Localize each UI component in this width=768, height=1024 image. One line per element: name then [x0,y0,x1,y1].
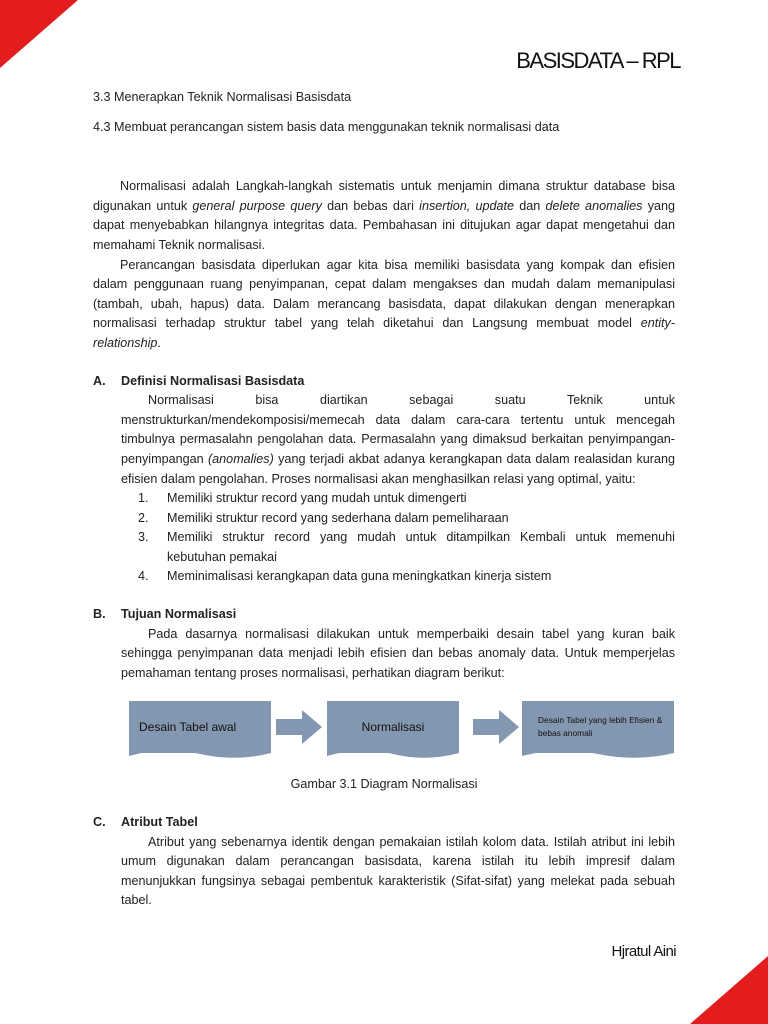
optimal-relation-list [121,489,675,587]
list-item: 3. Memiliki struktur record yang mudah untuk ditampilkan Kembali untuk memenuhi kebutuhan pemakai [138,530,675,564]
corner-decoration-bottom-right [690,956,768,1024]
list-item: 4. Meminimalisasi kerangkapan data guna meningkatkan kinerja sistem [138,569,552,584]
list-item: 1. Memiliki struktur record yang mudah untuk dimengerti [138,491,467,506]
section-heading: A. Definisi Normalisasi Basisdata [93,373,305,388]
normalization-diagram [101,695,675,767]
section-b-paragraph: Pada dasarnya normalisasi dilakukan untuk memperbaiki desain tabel yang kuran baik sehingga penyimpanan data menjadi lebih efisien dan bebas anomaly data. Untuk memperjelas pemahaman tentang proses normalisasi, perhatikan diagram berikut: [121,626,675,680]
content [93,88,675,911]
section-heading: C. Atribut Tabel [93,815,198,830]
objective-3-3: 3.3 Menerapkan Teknik Normalisasi Basisdata [93,90,352,104]
section-a [93,372,675,588]
intro-paragraph-2: Perancangan basisdata diperlukan agar kita bisa memiliki basisdata yang kompak dan efisien dalam penggunaan ruang penyimpanan, cepat dalam mengakses dan mudah dalam memanipulasi (tambah, ubah, hapus) data. Dalam merancang basisdata, dapat dilakukan dengan menerapkan normalisasi terhadap struktur tabel yang telah diketahui dan Langsung membuat model entity-relationship. [93,257,675,350]
list-item: 2. Memiliki struktur record yang sederhana dalam pemeliharaan [138,510,509,525]
header-title: BASISDATA – RPL [516,48,680,73]
footer-author: Hjratul Aini [611,943,676,960]
arrow-right-icon [473,710,519,744]
diagram-box-initial-design: Desain Tabel awal [129,701,271,753]
diagram-box-efficient-design: Desain Tabel yang lebih Efisien & bebas anomali [522,701,674,753]
arrow-right-icon [276,710,322,744]
corner-decoration-top-left [0,0,78,68]
section-c-paragraph: Atribut yang sebenarnya identik dengan pemakaian istilah kolom data. Istilah atribut ini lebih umum digunakan dalam perancangan basisdata, karena istilah itu lebih impresif dalam menunjukkan fungsinya sebagai pembentuk karakteristik (Sifat-sifat) yang melekat pada sebuah tabel. [121,834,675,908]
section-heading: B. Tujuan Normalisasi [93,607,237,622]
diagram-box-normalization: Normalisasi [327,701,459,753]
objective-4-3: 4.3 Membuat perancangan sistem basis data menggunakan teknik normalisasi data [93,119,560,134]
section-b [93,605,675,683]
section-a-paragraph: Normalisasi bisa diartikan sebagai suatu Teknik untuk menstrukturkan/mendekomposisi/memecah data dalam cara-cara tertentu untuk mencegah timbulnya permasalahn pengolahan data. Permasalahn yang dimaksud berkaitan penyimpangan-penyimpangan (anomalies) yang terjadi akbat adanya kerangkapan data dalam realasidan kurang efisien dalam pengolahan. Proses normalisasi akan menghasilkan relasi yang optimal, yaitu: [121,393,675,486]
figure-caption: Gambar 3.1 Diagram Normalisasi [290,777,478,792]
section-c [93,813,675,911]
intro-paragraph-1: Normalisasi adalah Langkah-langkah sistematis untuk menjamin dimana struktur database bisa digunakan untuk general purpose query dan bebas dari insertion, update dan delete anomalies yang dapat menyebabkan hilangnya integritas data. Pembahasan ini ditujukan agar dapat mengetahui dan memahami Teknik normalisasi. [93,179,676,252]
